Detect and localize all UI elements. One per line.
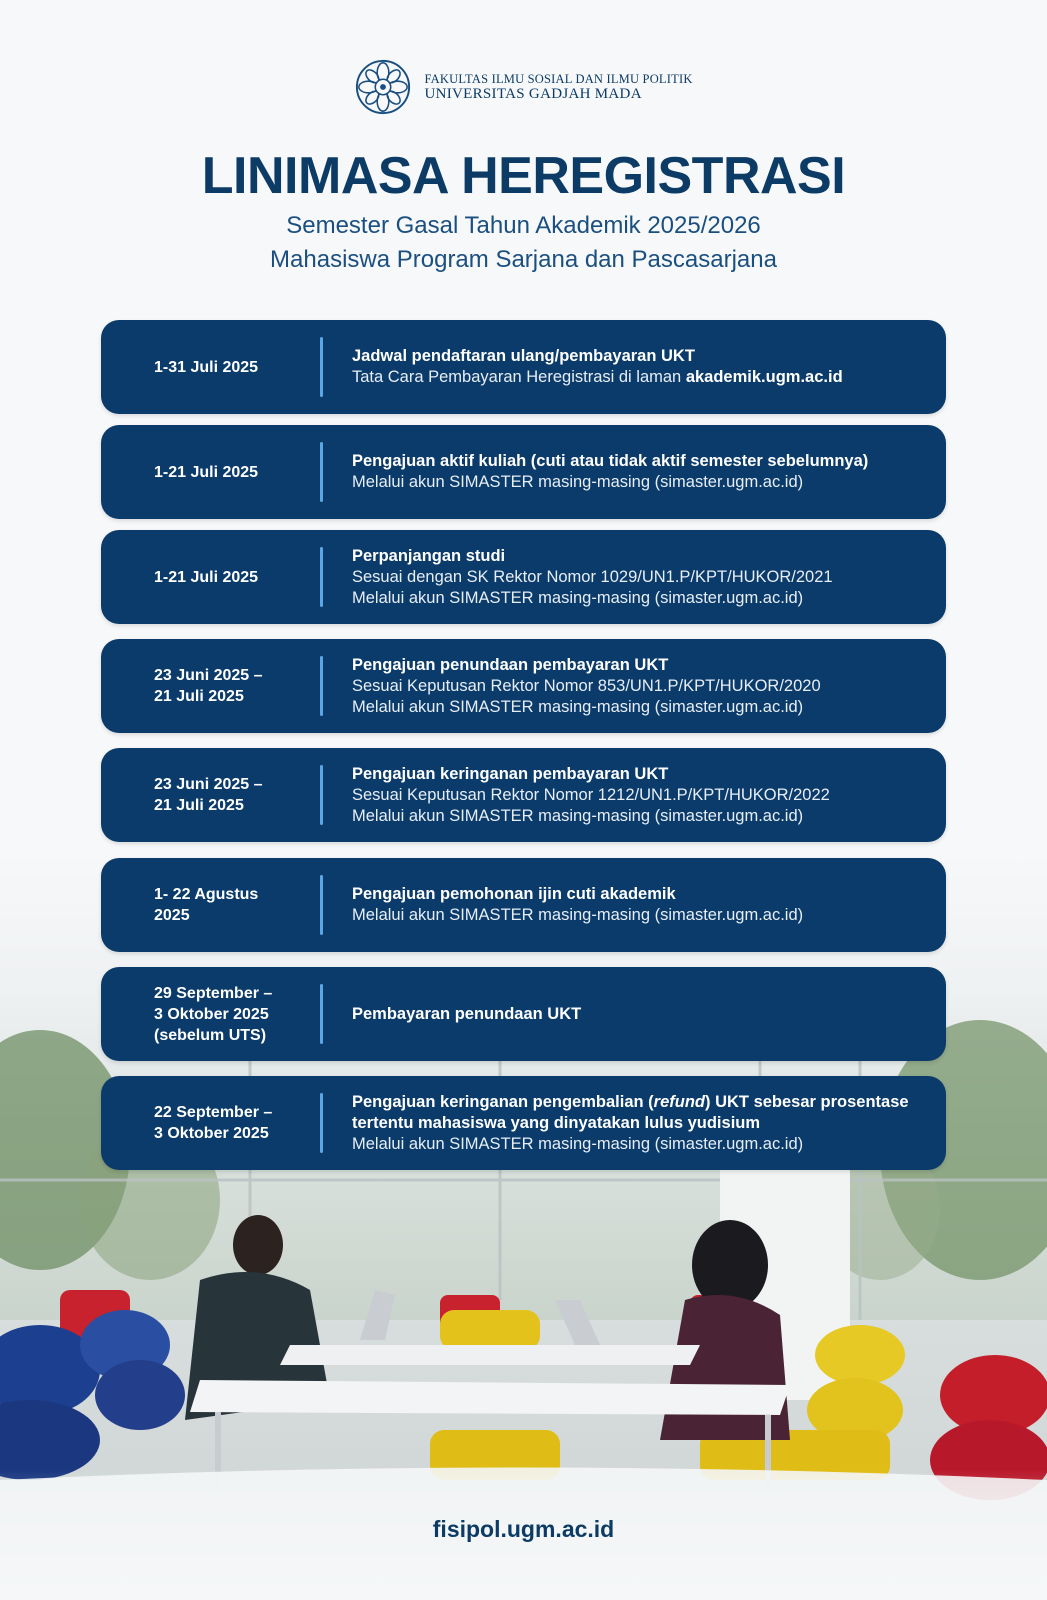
- timeline-detail: Sesuai Keputusan Rektor Nomor 1212/UN1.P/KPT/HUKOR/2022: [352, 785, 830, 804]
- timeline-date: 1-21 Juli 2025: [154, 568, 259, 586]
- timeline-card: [101, 639, 946, 733]
- timeline-title: [352, 1092, 928, 1134]
- timeline-content: [352, 1004, 946, 1025]
- timeline-content: [352, 546, 946, 609]
- timeline-title: Jadwal pendaftaran ulang/pembayaran UKT: [352, 347, 695, 365]
- footer-website-link[interactable]: fisipol.ugm.ac.id: [432, 1516, 615, 1542]
- timeline-date: 1-21 Juli 2025: [154, 463, 259, 481]
- timeline-card: [101, 1076, 946, 1170]
- timeline-date: 1-31 Juli 2025: [154, 358, 259, 376]
- timeline-title: Pengajuan keringanan pembayaran UKT: [352, 764, 669, 783]
- university-name: UNIVERSITAS GADJAH MADA: [424, 86, 642, 102]
- card-divider: [320, 765, 323, 825]
- timeline-date: 1- 22 Agustus 2025: [154, 886, 259, 924]
- timeline-detail: Sesuai dengan SK Rektor Nomor 1029/UN1.P/KPT/HUKOR/2021: [352, 567, 833, 586]
- timeline-detail: Melalui akun SIMASTER masing-masing (simaster.ugm.ac.id): [352, 473, 804, 491]
- faculty-logo: [0, 58, 1047, 116]
- card-divider: [320, 656, 323, 716]
- timeline-content: [352, 884, 946, 926]
- timeline-detail: Sesuai Keputusan Rektor Nomor 853/UN1.P/KPT/HUKOR/2020: [352, 676, 821, 695]
- timeline-card: [101, 858, 946, 952]
- timeline-date: 29 September – 3 Oktober 2025 (sebelum UTS): [154, 984, 273, 1044]
- card-divider: [320, 984, 323, 1044]
- timeline-card: [101, 748, 946, 842]
- timeline-detail: Melalui akun SIMASTER masing-masing (simaster.ugm.ac.id): [352, 1134, 804, 1153]
- title-part: Pengajuan keringanan pengembalian (: [352, 1092, 654, 1111]
- faculty-name: FAKULTAS ILMU SOSIAL DAN ILMU POLITIK: [424, 72, 693, 86]
- timeline-title: Perpanjangan studi: [352, 546, 506, 565]
- timeline-title: Pengajuan aktif kuliah (cuti atau tidak aktif semester sebelumnya): [352, 452, 869, 470]
- timeline-content: [352, 655, 946, 718]
- timeline-title: Pengajuan pemohonan ijin cuti akademik: [352, 885, 676, 903]
- timeline-card: [101, 967, 946, 1061]
- timeline-card: [101, 425, 946, 519]
- timeline-detail: Melalui akun SIMASTER masing-masing (simaster.ugm.ac.id): [352, 906, 804, 924]
- timeline-content: [352, 451, 946, 493]
- subtitle-semester: Semester Gasal Tahun Akademik 2025/2026: [286, 212, 761, 239]
- card-divider: [320, 1093, 323, 1153]
- card-divider: [320, 875, 323, 935]
- timeline-detail-text: Tata Cara Pembayaran Heregistrasi di laman: [352, 368, 686, 386]
- timeline-date: 23 Juni 2025 – 21 Juli 2025: [154, 667, 263, 705]
- timeline-content: [352, 1092, 946, 1155]
- ugm-seal-icon: [354, 58, 412, 116]
- title-part: ) UKT sebesar prosentase tertentu mahasiswa yang dinyatakan lulus yudisium: [352, 1092, 909, 1132]
- timeline-card: [101, 320, 946, 414]
- card-divider: [320, 547, 323, 607]
- timeline-detail: Melalui akun SIMASTER masing-masing (simaster.ugm.ac.id): [352, 588, 804, 607]
- card-divider: [320, 442, 323, 502]
- timeline-detail: Melalui akun SIMASTER masing-masing (simaster.ugm.ac.id): [352, 806, 804, 825]
- timeline-title: Pembayaran penundaan UKT: [352, 1004, 582, 1023]
- akademik-link[interactable]: akademik.ugm.ac.id: [685, 368, 843, 386]
- timeline-date: 22 September – 3 Oktober 2025: [154, 1104, 273, 1142]
- page-title: LINIMASA HEREGISTRASI: [201, 147, 846, 205]
- timeline-card: [101, 530, 946, 624]
- card-divider: [320, 337, 323, 397]
- timeline-content: [352, 346, 946, 388]
- timeline-detail: [352, 367, 928, 388]
- subtitle-program: Mahasiswa Program Sarjana dan Pascasarjana: [270, 246, 777, 273]
- timeline-content: [352, 764, 946, 827]
- timeline-detail: Melalui akun SIMASTER masing-masing (simaster.ugm.ac.id): [352, 697, 804, 716]
- timeline-title: Pengajuan penundaan pembayaran UKT: [352, 655, 669, 674]
- timeline-date: 23 Juni 2025 – 21 Juli 2025: [154, 776, 263, 814]
- title-italic: refund: [653, 1092, 705, 1111]
